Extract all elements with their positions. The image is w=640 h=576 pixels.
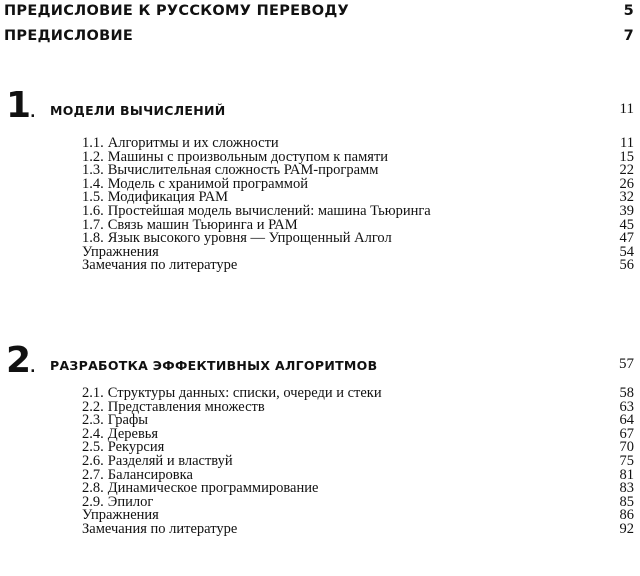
entry-number: 1.7. — [82, 216, 104, 233]
chapter-title: МОДЕЛИ ВЫЧИСЛЕНИЙ — [50, 103, 226, 118]
entry-number: 1.2. — [82, 148, 104, 165]
entry-number: 1.5. — [82, 189, 104, 206]
entry-title: Графы — [107, 412, 149, 429]
toc-entry-preface-translation[interactable] — [4, 2, 634, 20]
entry-title: Балансировка — [107, 466, 193, 483]
toc-entry[interactable] — [82, 482, 634, 496]
entry-title: Эпилог — [107, 493, 154, 510]
entry-number: 2.4. — [82, 425, 104, 442]
entry-title: Связь машин Тьюринга и РАМ — [107, 216, 298, 233]
entry-page: 67 — [619, 425, 634, 442]
toc-entry[interactable] — [82, 398, 634, 415]
entry-title: Простейшая модель вычислений: машина Тьюринга — [107, 202, 431, 219]
entry-number: 2.6. — [82, 452, 104, 469]
toc-entry-page: 5 — [623, 3, 634, 19]
toc-entry[interactable] — [82, 493, 634, 510]
entry-title: Представления множеств — [107, 398, 265, 415]
entry-title: Модификация РАМ — [107, 189, 229, 206]
chapter-page: 57 — [619, 356, 634, 372]
entry-page: 64 — [619, 412, 634, 429]
entry-page: 58 — [619, 385, 634, 401]
entry-page: 11 — [620, 135, 634, 151]
toc-entry-title: ПРЕДИСЛОВИЕ — [4, 28, 134, 44]
entry-page: 32 — [619, 189, 634, 206]
entry-page: 22 — [619, 162, 634, 179]
chapter-number: 2. — [6, 340, 35, 381]
entry-title: Язык высокого уровня — Упрощенный Алгол — [107, 230, 392, 247]
toc-entry-title: ПРЕДИСЛОВИЕ К РУССКОМУ ПЕРЕВОДУ — [4, 3, 350, 19]
entry-title: Вычислительная сложность РАМ-программ — [107, 162, 379, 179]
entry-page: 86 — [619, 507, 634, 524]
entry-number: 2.3. — [82, 412, 104, 429]
entry-title: Замечания по литературе — [82, 520, 238, 537]
toc-entry-page: 7 — [623, 28, 634, 44]
chapter-heading-2[interactable] — [6, 340, 634, 381]
toc-entry[interactable] — [82, 232, 634, 246]
entry-number: 2.9. — [82, 493, 104, 510]
entry-page: 75 — [619, 452, 634, 469]
entry-page: 26 — [619, 175, 634, 192]
entry-number: 1.3. — [82, 162, 104, 179]
entry-title: Замечания по литературе — [82, 257, 238, 274]
entry-number: 2.1. — [82, 385, 104, 401]
entry-title: Упражнения — [82, 243, 159, 260]
entry-page: 85 — [619, 493, 634, 510]
chapter-page: 11 — [619, 101, 634, 117]
entry-number: 1.4. — [82, 175, 104, 192]
entry-title: Динамическое программирование — [107, 480, 319, 497]
entry-page: 15 — [619, 148, 634, 165]
entry-number: 1.6. — [82, 202, 104, 219]
entry-title: Упражнения — [82, 507, 159, 524]
toc-entry[interactable] — [82, 414, 634, 428]
chapter-1-entries — [82, 137, 634, 273]
toc-entry[interactable] — [82, 425, 634, 442]
entry-page: 54 — [619, 243, 634, 260]
entry-number: 2.8. — [82, 480, 104, 497]
entry-page: 81 — [619, 466, 634, 483]
entry-title: Деревья — [107, 425, 159, 442]
entry-number: 1.1. — [82, 135, 104, 151]
toc-entry-bibliographic-notes[interactable] — [82, 520, 634, 537]
entry-title: Алгоритмы и их сложности — [107, 135, 279, 151]
entry-number: 1.8. — [82, 230, 104, 247]
entry-page: 70 — [619, 439, 634, 456]
chapter-2-entries — [82, 387, 634, 537]
chapter-title: РАЗРАБОТКА ЭФФЕКТИВНЫХ АЛГОРИТМОВ — [50, 358, 378, 373]
entry-title: Рекурсия — [107, 439, 165, 456]
entry-page: 56 — [619, 257, 634, 274]
entry-page: 83 — [619, 480, 634, 497]
entry-page: 47 — [619, 230, 634, 247]
entry-number: 2.5. — [82, 439, 104, 456]
chapter-heading-1[interactable] — [6, 85, 634, 126]
entry-title: Структуры данных: списки, очереди и стеки — [107, 385, 382, 401]
entry-page: 45 — [619, 216, 634, 233]
entry-number: 2.2. — [82, 398, 104, 415]
toc-entry-preface[interactable] — [4, 27, 634, 45]
entry-page: 63 — [619, 398, 634, 415]
entry-number: 2.7. — [82, 466, 104, 483]
entry-page: 39 — [619, 202, 634, 219]
entry-title: Разделяй и властвуй — [107, 452, 233, 469]
entry-page: 92 — [619, 520, 634, 537]
toc-entry-bibliographic-notes[interactable] — [82, 259, 634, 273]
entry-title: Модель с хранимой программой — [107, 175, 308, 192]
chapter-number: 1. — [6, 85, 35, 126]
entry-title: Машины с произвольным доступом к памяти — [107, 148, 389, 165]
